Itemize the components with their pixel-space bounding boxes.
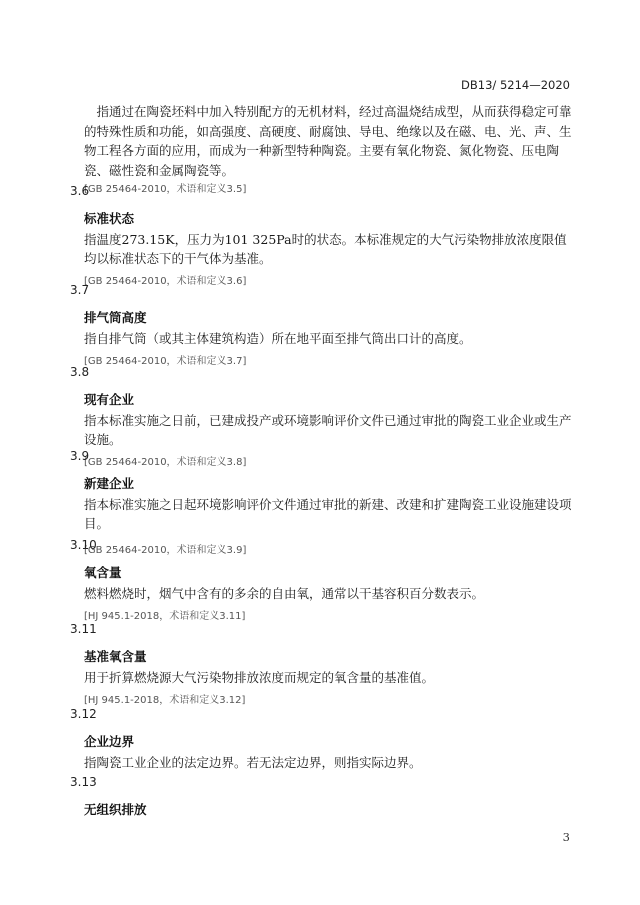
term-title: 现有企业 <box>84 392 135 407</box>
term-source: [GB 25464-2010，术语和定义3.7] <box>84 356 247 367</box>
clause-number: 3.7 <box>70 283 90 297</box>
term-definition: 指自排气筒（或其主体建筑构造）所在地平面至排气筒出口计的高度。 <box>84 331 472 346</box>
term-definition: 指本标准实施之日前，已建成投产或环境影响评价文件已通过审批的陶瓷工业企业或生产设施。 <box>84 413 572 447</box>
intro-source: [GB 25464-2010，术语和定义3.5] <box>84 184 247 195</box>
term-definition: 用于折算燃烧源大气污染物排放浓度而规定的氧含量的基准值。 <box>84 670 435 685</box>
term-source: [GB 25464-2010，术语和定义3.8] <box>84 457 247 468</box>
clause-number: 3.6 <box>70 184 90 198</box>
term-title: 氧含量 <box>84 565 122 580</box>
clause-number: 3.11 <box>70 622 97 636</box>
intro-definition-text: 指通过在陶瓷坯料中加入特别配方的无机材料，经过高温烧结成型，从而获得稳定可靠的特殊性质和功能，如高强度、高硬度、耐腐蚀、导电、绝缘以及在磁、电、光、声、生物工程各方面的应用，而成为一种新型特种陶瓷。主要有氧化物瓷、氮化物瓷、压电陶瓷、磁性瓷和金属陶瓷等。 <box>84 104 572 178</box>
clause-number: 3.12 <box>70 707 97 721</box>
term-source: [HJ 945.1-2018，术语和定义3.11] <box>84 611 246 622</box>
term-source: [HJ 945.1-2018，术语和定义3.12] <box>84 695 246 706</box>
clause-number: 3.13 <box>70 775 97 789</box>
term-definition: 指本标准实施之日起环境影响评价文件通过审批的新建、改建和扩建陶瓷工业设施建设项目。 <box>84 497 572 531</box>
term-title: 无组织排放 <box>84 802 147 817</box>
term-title: 排气筒高度 <box>84 310 147 325</box>
term-source: [GB 25464-2010，术语和定义3.6] <box>84 276 247 287</box>
clause-number: 3.9 <box>70 449 90 463</box>
term-title: 基准氧含量 <box>84 649 147 664</box>
term-title: 新建企业 <box>84 476 135 491</box>
term-source: [GB 25464-2010，术语和定义3.9] <box>84 545 247 556</box>
clause-number: 3.10 <box>70 538 97 552</box>
intro-definition <box>84 102 572 200</box>
term-definition: 燃料燃烧时，烟气中含有的多余的自由氧，通常以干基容积百分数表示。 <box>84 586 485 601</box>
clause-number: 3.8 <box>70 365 90 379</box>
page-number: 3 <box>562 830 570 844</box>
term-definition: 指温度273.15K，压力为101 325Pa时的状态。本标准规定的大气污染物排放浓度限值均以标准状态下的干气体为基准。 <box>84 232 567 266</box>
term-definition: 指陶瓷工业企业的法定边界。若无法定边界，则指实际边界。 <box>84 755 422 770</box>
term-title: 标准状态 <box>84 211 135 226</box>
term-title: 企业边界 <box>84 734 135 749</box>
doc-code: DB13/ 5214—2020 <box>461 78 570 92</box>
